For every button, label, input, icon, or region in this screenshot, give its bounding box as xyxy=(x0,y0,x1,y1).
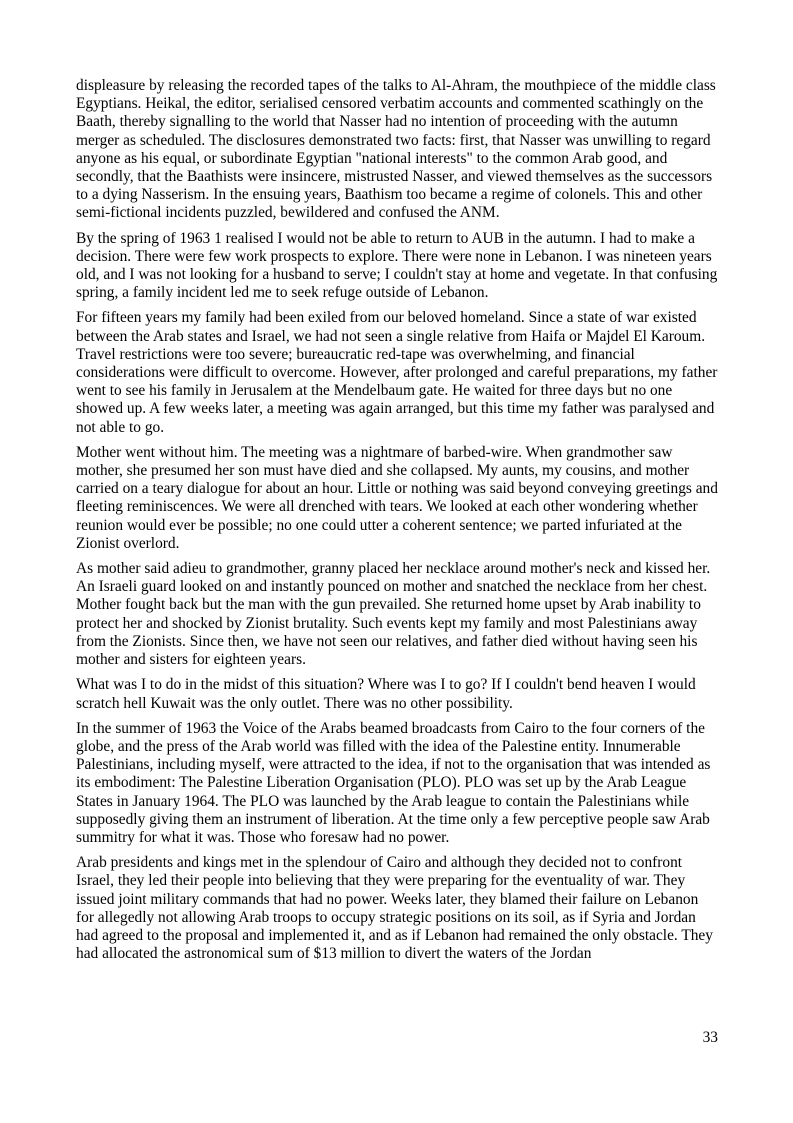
body-text xyxy=(76,77,719,970)
paragraph-plo: In the summer of 1963 the Voice of the Arabs beamed broadcasts from Cairo to the four corners of the globe, and the press of the Arab world was filled with the idea of the Palestine entity. Innumerable Palestinians, including myself, were attracted to the idea, if not to the organisation that was intended as its embodiment: The Palestine Liberation Organisation (PLO). PLO was set up by the Arab League States in January 1964. The PLO was launched by the Arab league to contain the Palestinians while supposedly giving them an instrument of liberation. At the time only a few perceptive people saw Arab summitry for what it was. Those who foresaw had no power. xyxy=(76,719,711,846)
paragraph-tapes-disclosure: displeasure by releasing the recorded tapes of the talks to Al-Ahram, the mouthpiece of the middle class Egyptians. Heikal, the editor, serialised censored verbatim accounts and commented scathingly on the Baath, thereby signalling to the world that Nasser had no intention of proceeding with the autumn merger as scheduled. The disclosures demonstrated two facts: first, that Nasser was unwilling to regard anyone as his equal, or subordinate Egyptian "national interests" to the common Arab good, and secondly, that the Baathists were insincere, mistrusted Nasser, and viewed themselves as the successors to a dying Nasserism. In the ensuing years, Baathism too became a regime of colonels. This and other semi-fictional incidents puzzled, bewildered and confused the ANM. xyxy=(76,77,716,222)
paragraph-family-exile: For fifteen years my family had been exiled from our beloved homeland. Since a state of war existed between the Arab states and Israel, we had not seen a single relative from Haifa or Majdel El Karoum. Travel restrictions were too severe; bureaucratic red-tape was overwhelming, and financial considerations were difficult to overcome. However, after prolonged and careful preparations, my father went to see his family in Jerusalem at the Mendelbaum gate. He waited for three days but no one showed up. A few weeks later, a meeting was again arranged, but this time my father was paralysed and not able to go. xyxy=(76,309,718,436)
paragraph-spring-1963: By the spring of 1963 1 realised I would not be able to return to AUB in the autumn. I had to make a decision. There were few work prospects to explore. There were none in Lebanon. I was nineteen years old, and I was not looking for a husband to serve; I couldn't stay at home and vegetate. In that confusing spring, a family incident led me to seek refuge outside of Lebanon. xyxy=(76,229,718,302)
paragraph-kuwait: What was I to do in the midst of this situation? Where was I to go? If I couldn't bend heaven I would scratch hell Kuwait was the only outlet. There was no other possibility. xyxy=(76,676,696,712)
paragraph-arab-summitry: Arab presidents and kings met in the splendour of Cairo and although they decided not to confront Israel, they led their people into believing that they were preparing for the eventuality of war. They issued joint military commands that had no power. Weeks later, they blamed their failure on Lebanon for allegedly not allowing Arab troops to occupy strategic positions on its soil, as if Syria and Jordan had agreed to the proposal and implemented it, and as if Lebanon had remained the only obstacle. They had allocated the astronomical sum of $13 million to divert the waters of the Jordan xyxy=(76,854,713,963)
paragraph-mother-meeting: Mother went without him. The meeting was a nightmare of barbed-wire. When grandmother saw mother, she presumed her son must have died and she collapsed. My aunts, my cousins, and mother carried on a teary dialogue for about an hour. Little or nothing was said beyond conveying greetings and fleeting reminiscences. We were all drenched with tears. We looked at each other wondering whether reunion would ever be possible; no one could utter a coherent sentence; we parted infuriated at the Zionist overlord. xyxy=(76,443,718,552)
paragraph-necklace: As mother said adieu to grandmother, granny placed her necklace around mother's neck and kissed her. An Israeli guard looked on and instantly pounced on mother and snatched the necklace from her chest. Mother fought back but the man with the gun prevailed. She returned home upset by Arab inability to protect her and shocked by Zionist brutality. Such events kept my family and most Palestinians away from the Zionists. Since then, we have not seen our relatives, and father died without having seen his mother and sisters for eighteen years. xyxy=(76,560,711,669)
page-number: 33 xyxy=(702,1029,718,1046)
